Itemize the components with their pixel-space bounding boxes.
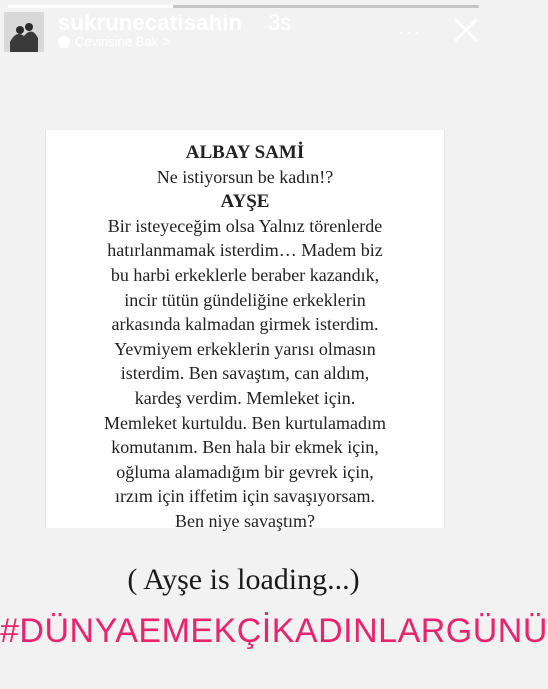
- more-options-button[interactable]: ...: [398, 14, 423, 39]
- speaker-name: AYŞE: [220, 191, 270, 213]
- script-excerpt-image: [45, 130, 445, 531]
- story-progress-bar: [8, 5, 479, 8]
- see-translation-label: Çevirisine Bak: [75, 34, 159, 49]
- dialogue-line: ırzım için iffetim için savaşıyorsam.: [114, 486, 376, 507]
- dialogue-line: Ben niye savaştım?: [175, 511, 315, 531]
- close-button[interactable]: [452, 16, 480, 44]
- dialogue-line: incir tütün gündeliğine erkeklerin: [124, 289, 366, 310]
- speaker-name: ALBAY SAMİ: [185, 142, 305, 163]
- hashtag-link[interactable]: #DÜNYAEMEKÇİKADINLARGÜNÜ: [0, 612, 548, 650]
- dialogue-line: isterdim. Ben savaştım, can aldım,: [120, 363, 370, 384]
- story-header: [0, 10, 487, 54]
- story-time: 3s: [268, 10, 292, 35]
- dialogue-line: arkasında kalmadan girmek isterdim.: [111, 314, 379, 335]
- avatar-image-icon: [4, 12, 44, 52]
- avatar[interactable]: [4, 12, 44, 52]
- dialogue-line: hatırlanmamak isterdim… Madem biz: [107, 240, 383, 261]
- see-translation-link[interactable]: [58, 34, 171, 49]
- dialogue-line: bu harbi erkeklerle beraber kazandık,: [110, 265, 380, 285]
- story-caption: ( Ayşe is loading...): [127, 563, 360, 596]
- dialogue-line: Yevmiyem erkeklerin yarısı olmasın: [114, 338, 376, 359]
- dialogue-line: Ne istiyorsun be kadın!?: [156, 166, 334, 187]
- close-icon: [452, 16, 480, 44]
- chevron-right-icon: >: [163, 34, 171, 49]
- story-username[interactable]: sukrunecatisahin: [58, 10, 243, 35]
- dialogue-line: Bir isteyeceğim olsa Yalnız törenlerde: [107, 215, 383, 236]
- globe-icon: [58, 36, 70, 48]
- dialogue-line: kardeş verdim. Memleket için.: [134, 388, 356, 408]
- dialogue-line: oğluma alamadığım bir gevrek için,: [116, 461, 374, 482]
- dialogue-line: Memleket kurtuldu. Ben kurtulamadım: [104, 412, 386, 433]
- dialogue-line: komutanım. Ben hala bir ekmek için,: [111, 437, 379, 458]
- story-progress-fill: [8, 5, 173, 8]
